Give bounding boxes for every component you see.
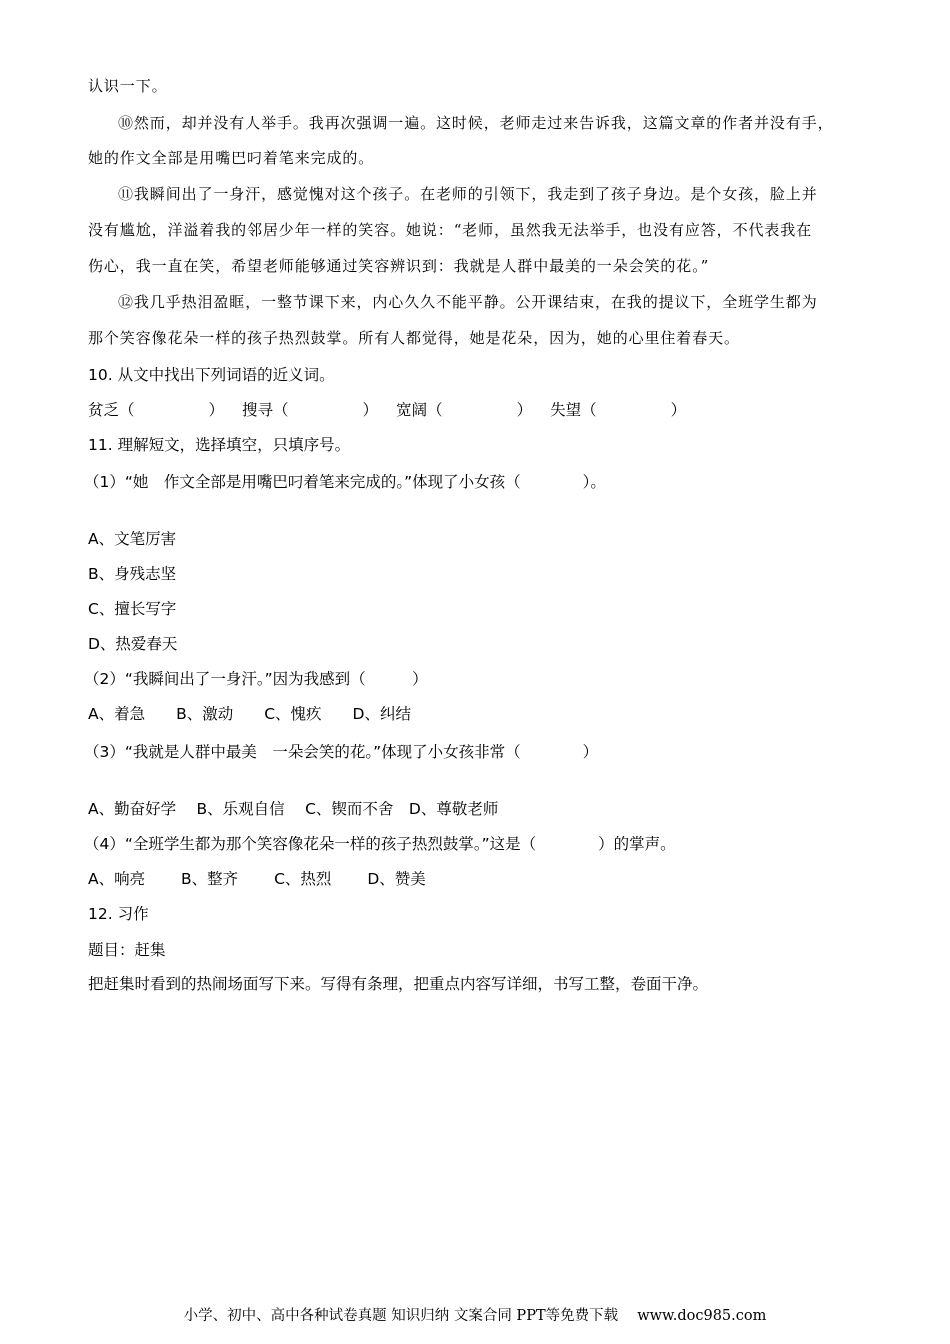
blank-close: ） (208, 401, 225, 419)
option-a: A、文笔厉害 (88, 530, 177, 548)
passage-line: 伤心，我一直在笑，希望老师能够通过笑容辨识到：我就是人群中最美的一朵会笑的花。” (88, 257, 710, 275)
blank-close: ） (516, 401, 533, 419)
passage-paragraph-10: ⑩然而，却并没有人举手。我再次强调一遍。这时候，老师走过来告诉我，这篇文章的作者并没有手， (118, 114, 834, 132)
question-11-sub4-options: A、响亮 B、整齐 C、热烈 D、赞美 (88, 870, 426, 888)
page-footer: 小学、初中、高中各种试卷真题 知识归纳 文案合同 PPT等免费下载 www.doc985.com (183, 1308, 767, 1324)
question-11-sub1: （1）“她 作文全部是用嘴巴叼着笔来完成的。”体现了小女孩（ ）。 (84, 473, 606, 491)
word-blank: 贫乏（ (88, 401, 135, 419)
question-11-sub2-options: A、着急 B、激动 C、愧疚 D、纠结 (88, 705, 411, 723)
blank-close: ） (670, 401, 687, 419)
passage-line: 认识一下。 (88, 77, 168, 95)
option-c: C、擅长写字 (88, 600, 177, 618)
passage-line: 没有尴尬，洋溢着我的邻居少年一样的笑容。她说：“老师，虽然我无法举手，也没有应答，不代表我在 (88, 221, 813, 239)
question-12-title: 12. 习作 (88, 905, 149, 923)
question-10-title: 10. 从文中找出下列词语的近义词。 (88, 366, 335, 384)
essay-requirement: 把赶集时看到的热闹场面写下来。写得有条理，把重点内容写详细，书写工整，卷面干净。 (88, 975, 709, 993)
question-11-title: 11. 理解短文，选择填空，只填序号。 (88, 436, 351, 454)
option-d: D、热爱春天 (88, 635, 178, 653)
question-11-sub3-options: A、勤奋好学 B、乐观自信 C、锲而不舍 D、尊敬老师 (88, 800, 499, 818)
passage-line: 她的作文全部是用嘴巴叼着笔来完成的。 (88, 149, 375, 167)
word-blank: 失望（ (550, 401, 597, 419)
question-11-sub3: （3）“我就是人群中最美 一朵会笑的花。”体现了小女孩非常（ ） (84, 743, 599, 761)
question-10-words (88, 400, 686, 420)
word-blank: 宽阔（ (396, 401, 443, 419)
option-b: B、身残志坚 (88, 565, 177, 583)
passage-line: 那个笑容像花朵一样的孩子热烈鼓掌。所有人都觉得，她是花朵，因为，她的心里住着春天。 (88, 329, 740, 347)
blank-close: ） (362, 401, 379, 419)
passage-paragraph-12: ⑫我几乎热泪盈眶，一整节课下来，内心久久不能平静。公开课结束，在我的提议下，全班学生都为 (118, 293, 818, 311)
word-blank: 搜寻（ (242, 401, 289, 419)
passage-paragraph-11: ⑪我瞬间出了一身汗，感觉愧对这个孩子。在老师的引领下，我走到了孩子身边。是个女孩，脸上并 (118, 185, 818, 203)
question-11-sub2: （2）“我瞬间出了一身汗。”因为我感到（ ） (84, 670, 428, 688)
question-11-sub4: （4）“全班学生都为那个笑容像花朵一样的孩子热烈鼓掌。”这是（ ）的掌声。 (84, 835, 676, 853)
essay-topic: 题目：赶集 (88, 941, 166, 959)
